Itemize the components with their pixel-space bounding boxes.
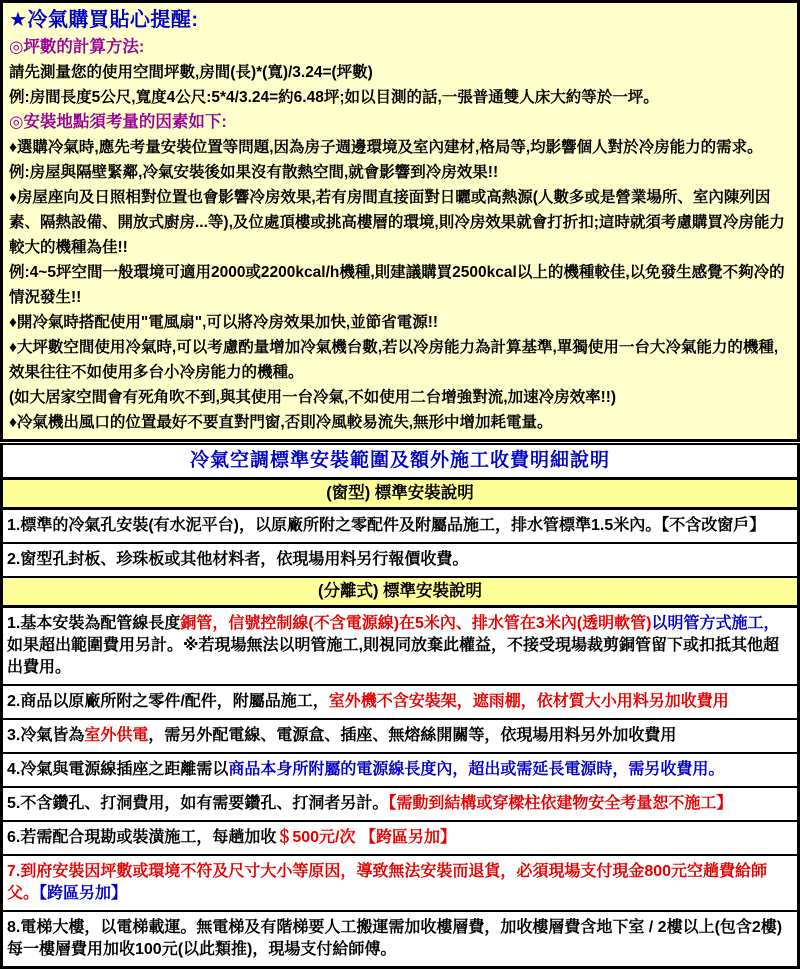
row-text-segment: 4.冷氣與電源線插座之距離需以 <box>7 761 229 778</box>
row-text-segment: 6.若需配合現勘或裝潢施工，每趟加收 <box>7 829 277 846</box>
purchase-tips-box <box>0 0 800 442</box>
table-row <box>3 544 797 578</box>
row-text-segment: 3.冷氣皆為 <box>7 727 85 744</box>
row-text-segment: 以明管方式施工， <box>651 615 780 632</box>
row-text-segment: 5.不含鑽孔、打洞費用，如有需要鑽孔、打洞者另計。 <box>7 795 389 812</box>
installation-table-sections <box>3 480 797 966</box>
row-text-segment: 2.商品以原廠所附之零件/配件，附屬品施工， <box>7 693 329 710</box>
table-row <box>3 856 797 912</box>
installation-fee-table <box>0 443 800 969</box>
row-text-segment: ，需另外配電線、電源盒、插座、無熔絲開關等，依現場用料另外加收費用 <box>148 727 677 744</box>
tips-text-line: ♦選購冷氣時,應先考量安裝位置等問題,因為房子週邊環境及室內建材,格局等,均影響個人對於冷房能力的需求。 <box>9 139 763 156</box>
tips-text-line: (如大居家空間會有死角吹不到,與其使用一台冷氣,不如使用二台增強對流,加速冷房效率!!) <box>9 389 617 406</box>
row-text-segment: 【需動到結構或穿樑柱依建物安全考量恕不施工】 <box>388 795 733 812</box>
tips-subheading: ◎安裝地點須考量的因素如下: <box>9 113 227 131</box>
section-header: (窗型) 標準安裝說明 <box>3 480 797 510</box>
tips-text-line: ♦冷氣機出風口的位置最好不要直對門窗,否則冷風較易流失,無形中增加耗電量。 <box>9 414 553 431</box>
row-text-segment: 2.窗型孔封板、珍珠板或其他材料者，依現場用料另行報價收費。 <box>7 551 469 568</box>
section-header: (分離式) 標準安裝說明 <box>3 578 797 608</box>
table-row <box>3 720 797 754</box>
tips-text-line: ♦房屋座向及日照相對位置也會影響冷房效果,若有房間直接面對日曬或高熱源(人數多或是營業場所、室內陳列因素、隔熱設備、開放式廚房...等),及位處頂樓或挑高樓層的環境,則冷房效果就會打折扣;這時就須考慮購買冷房能力較大的機種為佳!! <box>9 189 785 256</box>
tips-subheading: ◎坪數的計算方法: <box>9 38 145 56</box>
tips-text-line: 例:房間長度5公尺,寬度4公尺:5*4/3.24=約6.48坪;如以目測的話,一張普通雙人床大約等於一坪。 <box>9 89 659 106</box>
tips-text-line: 請先測量您的使用空間坪數,房間(長)*(寬)/3.24=(坪數) <box>9 64 373 81</box>
table-row <box>3 788 797 822</box>
row-text-segment: 室外供電 <box>84 727 149 744</box>
tips-text-line: ♦大坪數空間使用冷氣時,可以考慮酌量增加冷氣機台數,若以冷房能力為計算基準,單獨使用一台大冷氣能力的機種,效果往往不如使用多台小冷房能力的機種。 <box>9 339 779 381</box>
tips-text-line: 例:4~5坪空間一般環境可適用2000或2200kcal/h機種,則建議購買2500kcal以上的機種較佳,以免發生感覺不夠冷的情況發生!! <box>9 264 785 306</box>
tips-text-line: ♦開冷氣時搭配使用"電風扇",可以將冷房效果加快,並節省電源!! <box>9 314 439 331</box>
purchase-tips-lines <box>9 35 791 435</box>
row-text-segment: 1.標準的冷氣孔安裝(有水泥平台)，以原廠所附之零配件及附屬品施工，排水管標準1.5米內。【不含改窗戶】 <box>7 517 766 534</box>
row-text-segment: 7.到府安裝因坪數或環境不符及尺寸大小等原因，導致無法安裝而退貨，必須現場支付現金800元空趟費給師父。 <box>7 863 768 902</box>
tips-text-line: 例:房屋與隔壁緊鄰,冷氣安裝後如果沒有散熱空間,就會影響到冷房效果!! <box>9 164 499 181</box>
row-text-segment: 商品本身所附屬的電源線長度內，超出或需延長電源時，需另收費用。 <box>228 761 725 778</box>
table-row <box>3 822 797 856</box>
row-text-segment: 銅管，信號控制線(不含電源線)在5米內、排水管在3米內(透明軟管) <box>180 615 652 632</box>
row-text-segment: ＄500元/次 【跨區另加】 <box>276 829 456 846</box>
row-text-segment: 8.電梯大樓，以電梯載運。無電梯及有階梯要人工搬運需加收樓層費，加收樓層費含地下室 / 2樓以上(包含2樓)每一樓層費用加收100元(以此類推)，現場支付給師傅。 <box>7 919 783 958</box>
table-row <box>3 510 797 544</box>
row-text-segment: 1.基本安裝為配管線長度 <box>7 615 181 632</box>
table-row <box>3 608 797 686</box>
purchase-tips-title: ★冷氣購買貼心提醒: <box>9 9 199 31</box>
table-row <box>3 912 797 966</box>
row-text-segment: 如果超出範圍費用另計。※若現場無法以明管施工,則視同放棄此權益，不接受現場裁剪銅管留下或扣抵其他超出費用。 <box>7 637 780 676</box>
installation-table-title: 冷氣空調標準安裝範圍及額外施工收費明細說明 <box>3 445 797 480</box>
row-text-segment: 【跨區另加】 <box>39 885 128 902</box>
table-row <box>3 686 797 720</box>
table-row <box>3 754 797 788</box>
row-text-segment: 室外機不含安裝架，遮雨棚，依材質大小用料另加收費用 <box>328 693 729 710</box>
